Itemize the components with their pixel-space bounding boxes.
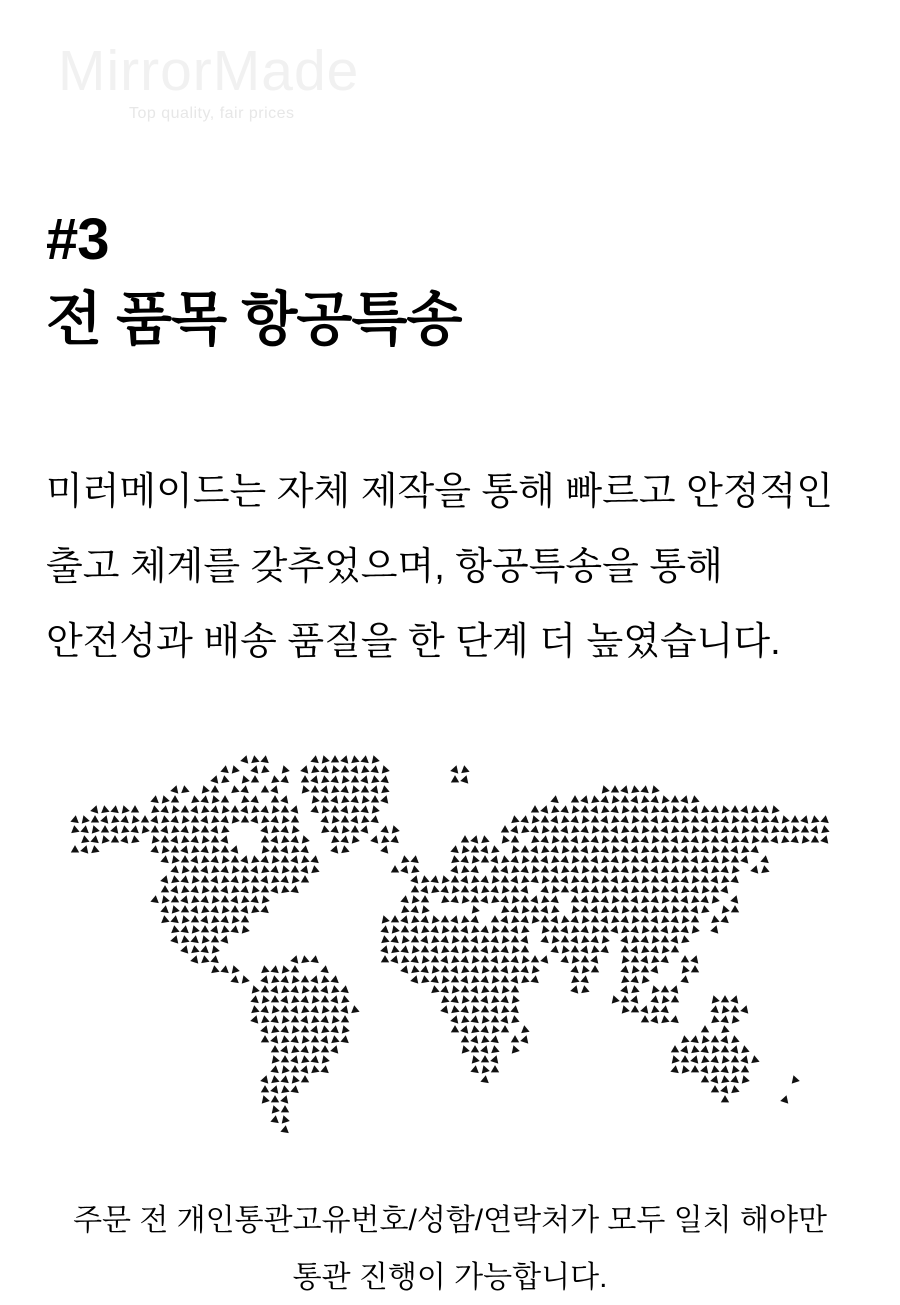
section-number: #3	[46, 207, 109, 272]
brand-tagline-watermark: Top quality, fair prices	[129, 105, 295, 122]
customs-notice	[0, 1192, 900, 1305]
world-map	[70, 755, 830, 1136]
section-heading	[46, 200, 461, 360]
customs-notice-line: 주문 전 개인통관고유번호/성함/연락처가 모두 일치 해야만	[73, 1204, 827, 1237]
section-description	[46, 455, 833, 680]
customs-notice-line: 통관 진행이 가능합니다.	[292, 1261, 608, 1294]
brand-watermark: MirrorMade	[58, 39, 360, 103]
description-line: 미러메이드는 자체 제작을 통해 빠르고 안정적인	[46, 471, 833, 513]
description-line: 안전성과 배송 품질을 한 단계 더 높였습니다.	[46, 621, 781, 663]
description-line: 출고 체계를 갖추었으며, 항공특송을 통해	[46, 546, 723, 588]
section-title: 전 품목 항공특송	[46, 287, 462, 352]
